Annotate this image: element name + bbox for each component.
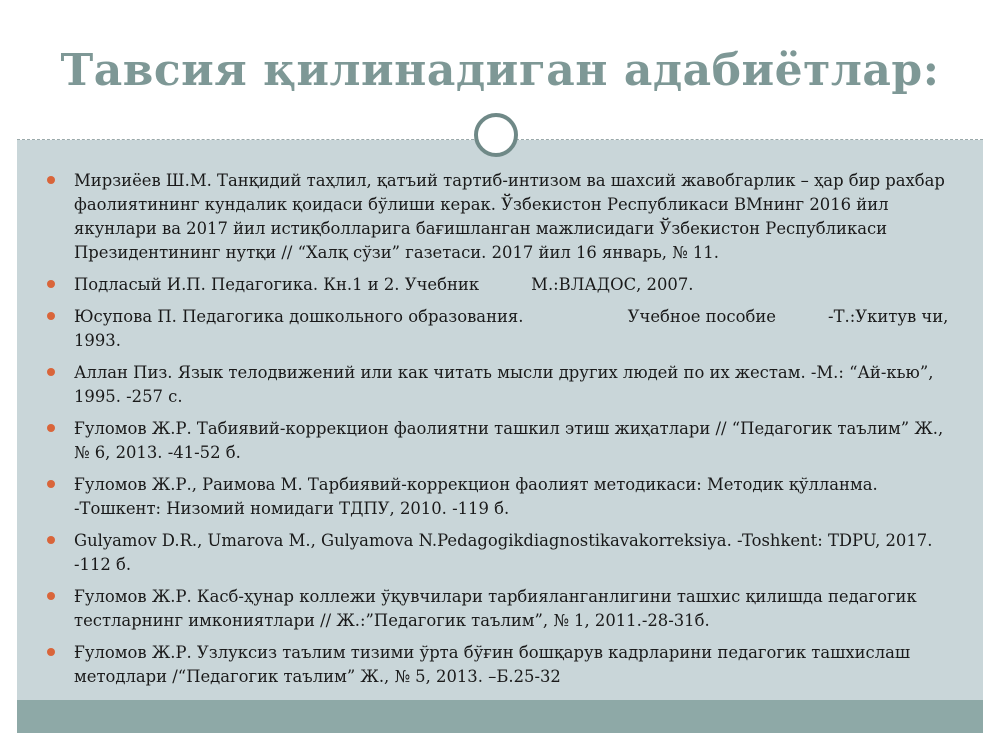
reference-text: Gulyamov D.R., Umarova M., Gulyamova N.Pedagogikdiagnostikavakorreksiya. -Toshkent: TDPU, 2017. -112 б. <box>74 531 933 574</box>
reference-text: Ғуломов Ж.Р. Касб-ҳунар коллежи ўқувчилари тарбияланганлигини ташхис қилишда педагогик тестларнинг имкониятлари // Ж.:”Педагогик таълим”, № 1, 2011.-28-31б. <box>74 587 917 630</box>
reference-text: Ғуломов Ж.Р., Раимова М. Тарбиявий-коррекцион фаолият методикаси: Методик қўлланма. -Тошкент: Низомий номидаги ТДПУ, 2010. -119 б. <box>74 475 878 518</box>
bullet-icon <box>47 648 55 656</box>
list-item <box>47 641 952 689</box>
list-item <box>47 273 952 297</box>
reference-text: Ғуломов Ж.Р. Табиявий-коррекцион фаолиятни ташкил этиш жиҳатлари // “Педагогик таълим” Ж., № 6, 2013. -41-52 б. <box>74 419 944 462</box>
bullet-icon <box>47 536 55 544</box>
bullet-icon <box>47 280 55 288</box>
reference-list <box>47 169 952 729</box>
reference-text: Подласый И.П. Педагогика. Кн.1 и 2. Учебник М.:ВЛАДОС, 2007. <box>74 275 694 294</box>
bullet-icon <box>47 592 55 600</box>
list-item <box>47 169 952 265</box>
list-item <box>47 473 952 521</box>
list-item <box>47 529 952 577</box>
bullet-icon <box>47 312 55 320</box>
reference-text: Мирзиёев Ш.М. Танқидий таҳлил, қатъий тартиб-интизом ва шахсий жавобгарлик – ҳар бир рахбар фаолиятининг кундалик қоидаси бўлиши керак. Ўзбекистон Республикаси ВМнинг 2016 йил якунлари ва 2017 йил истиқболларига бағишланган мажлисидаги Ўзбекистон Республикаси Президентининг нутқи // “Халқ сўзи” газетаси. 2017 йил 16 январь, № 11. <box>74 171 945 262</box>
bullet-icon <box>47 480 55 488</box>
list-item <box>47 417 952 465</box>
bullet-icon <box>47 424 55 432</box>
footer-bar <box>17 700 983 733</box>
reference-text: Ғуломов Ж.Р. Узлуксиз таълим тизими ўрта бўғин бошқарув кадрларини педагогик ташхислаш методлари /“Педагогик таълим” Ж., № 5, 2013. –Б.25-32 <box>74 643 911 686</box>
list-item <box>47 305 952 353</box>
divider-circle-icon <box>474 113 518 157</box>
reference-text: Аллан Пиз. Язык телодвижений или как читать мысли других людей по их жестам. -М.: “Ай-кью”, 1995. -257 с. <box>74 363 934 406</box>
bullet-icon <box>47 176 55 184</box>
slide <box>17 17 983 733</box>
list-item <box>47 585 952 633</box>
bullet-icon <box>47 368 55 376</box>
reference-text: Юсупова П. Педагогика дошкольного образования. Учебное пособие -Т.:Укитув чи, 1993. <box>74 307 954 350</box>
list-item <box>47 361 952 409</box>
slide-title: Тавсия қилинадиган адабиётлар: <box>60 45 940 96</box>
